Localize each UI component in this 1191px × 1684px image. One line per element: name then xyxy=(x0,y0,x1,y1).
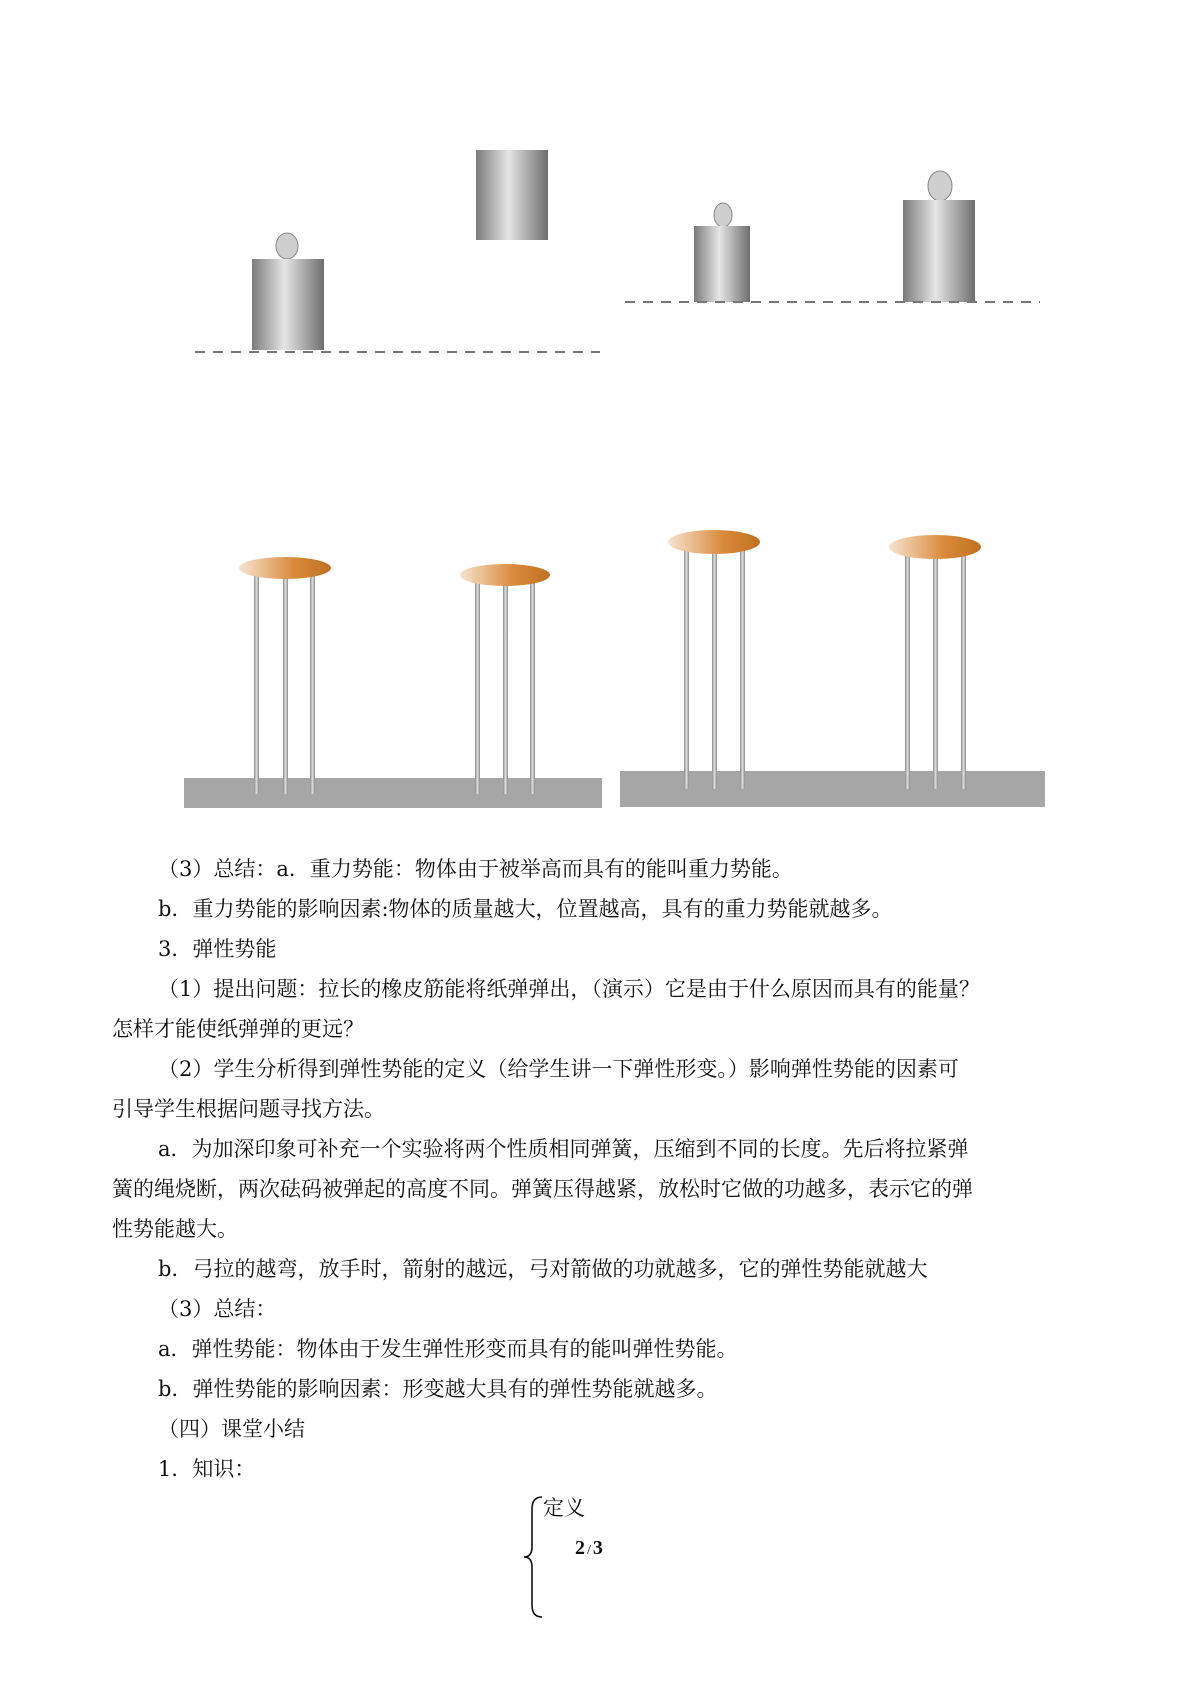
summary-gravity-factors: b．重力势能的影响因素:物体的质量越大，位置越高，具有的重力势能就越多。 xyxy=(158,897,893,921)
page-number: 2 / 3 xyxy=(575,1537,603,1559)
ground xyxy=(620,771,1045,807)
brace-label-definition: 定义 xyxy=(543,1496,585,1520)
page-current: 2 xyxy=(575,1537,585,1559)
analysis-line-1: （2）学生分析得到弹性势能的定义（给学生讲一下弹性形变。）影响弹性势能的因素可 xyxy=(158,1057,959,1081)
question-line-2: 怎样才能使纸弹弹的更远？ xyxy=(112,1017,364,1041)
weight-low xyxy=(252,233,324,350)
section-elastic-title: 3．弹性势能 xyxy=(158,937,277,961)
ground xyxy=(184,778,602,808)
stool-3 xyxy=(668,530,760,789)
stool-2 xyxy=(460,564,550,794)
stools-sand-left xyxy=(182,540,602,820)
weight-large xyxy=(903,171,975,302)
experiment-line-3: 性势能越大。 xyxy=(112,1217,238,1241)
question-line-1: （1）提出问题：拉长的橡皮筋能将纸弹弹出，（演示）它是由于什么原因而具有的能量？ xyxy=(158,977,980,1001)
summary-elastic-heading: （3）总结： xyxy=(158,1297,277,1321)
experiment-line-1: a．为加深印象可补充一个实验将两个性质相同弹簧，压缩到不同的长度。先后将拉紧弹 xyxy=(158,1137,969,1161)
page-total: 3 xyxy=(592,1537,603,1559)
stools-sand-right xyxy=(618,520,1048,820)
summary-gravity-def: （3）总结：a．重力势能：物体由于被举高而具有的能叫重力势能。 xyxy=(158,857,793,881)
class-summary-heading: （四）课堂小结 xyxy=(158,1417,305,1441)
weights-height-figure xyxy=(180,140,620,360)
bow-example: b．弓拉的越弯，放手时，箭射的越远，弓对箭做的功就越多，它的弹性势能就越大 xyxy=(158,1257,928,1281)
weights-mass-figure xyxy=(620,160,1060,310)
knowledge-heading: 1．知识： xyxy=(158,1457,256,1481)
summary-elastic-factors: b．弹性势能的影响因素：形变越大具有的弹性势能就越多。 xyxy=(158,1377,718,1401)
weight-small xyxy=(694,203,750,302)
analysis-line-2: 引导学生根据问题寻找方法。 xyxy=(112,1097,385,1121)
summary-elastic-def: a．弹性势能：物体由于发生弹性形变而具有的能叫弹性势能。 xyxy=(158,1337,738,1361)
weight-high xyxy=(476,150,548,240)
experiment-line-2: 簧的绳烧断，两次砝码被弹起的高度不同。弹簧压得越紧，放松时它做的功越多，表示它的弹 xyxy=(112,1177,973,1201)
stool-1 xyxy=(239,557,331,794)
stool-4 xyxy=(889,535,981,789)
